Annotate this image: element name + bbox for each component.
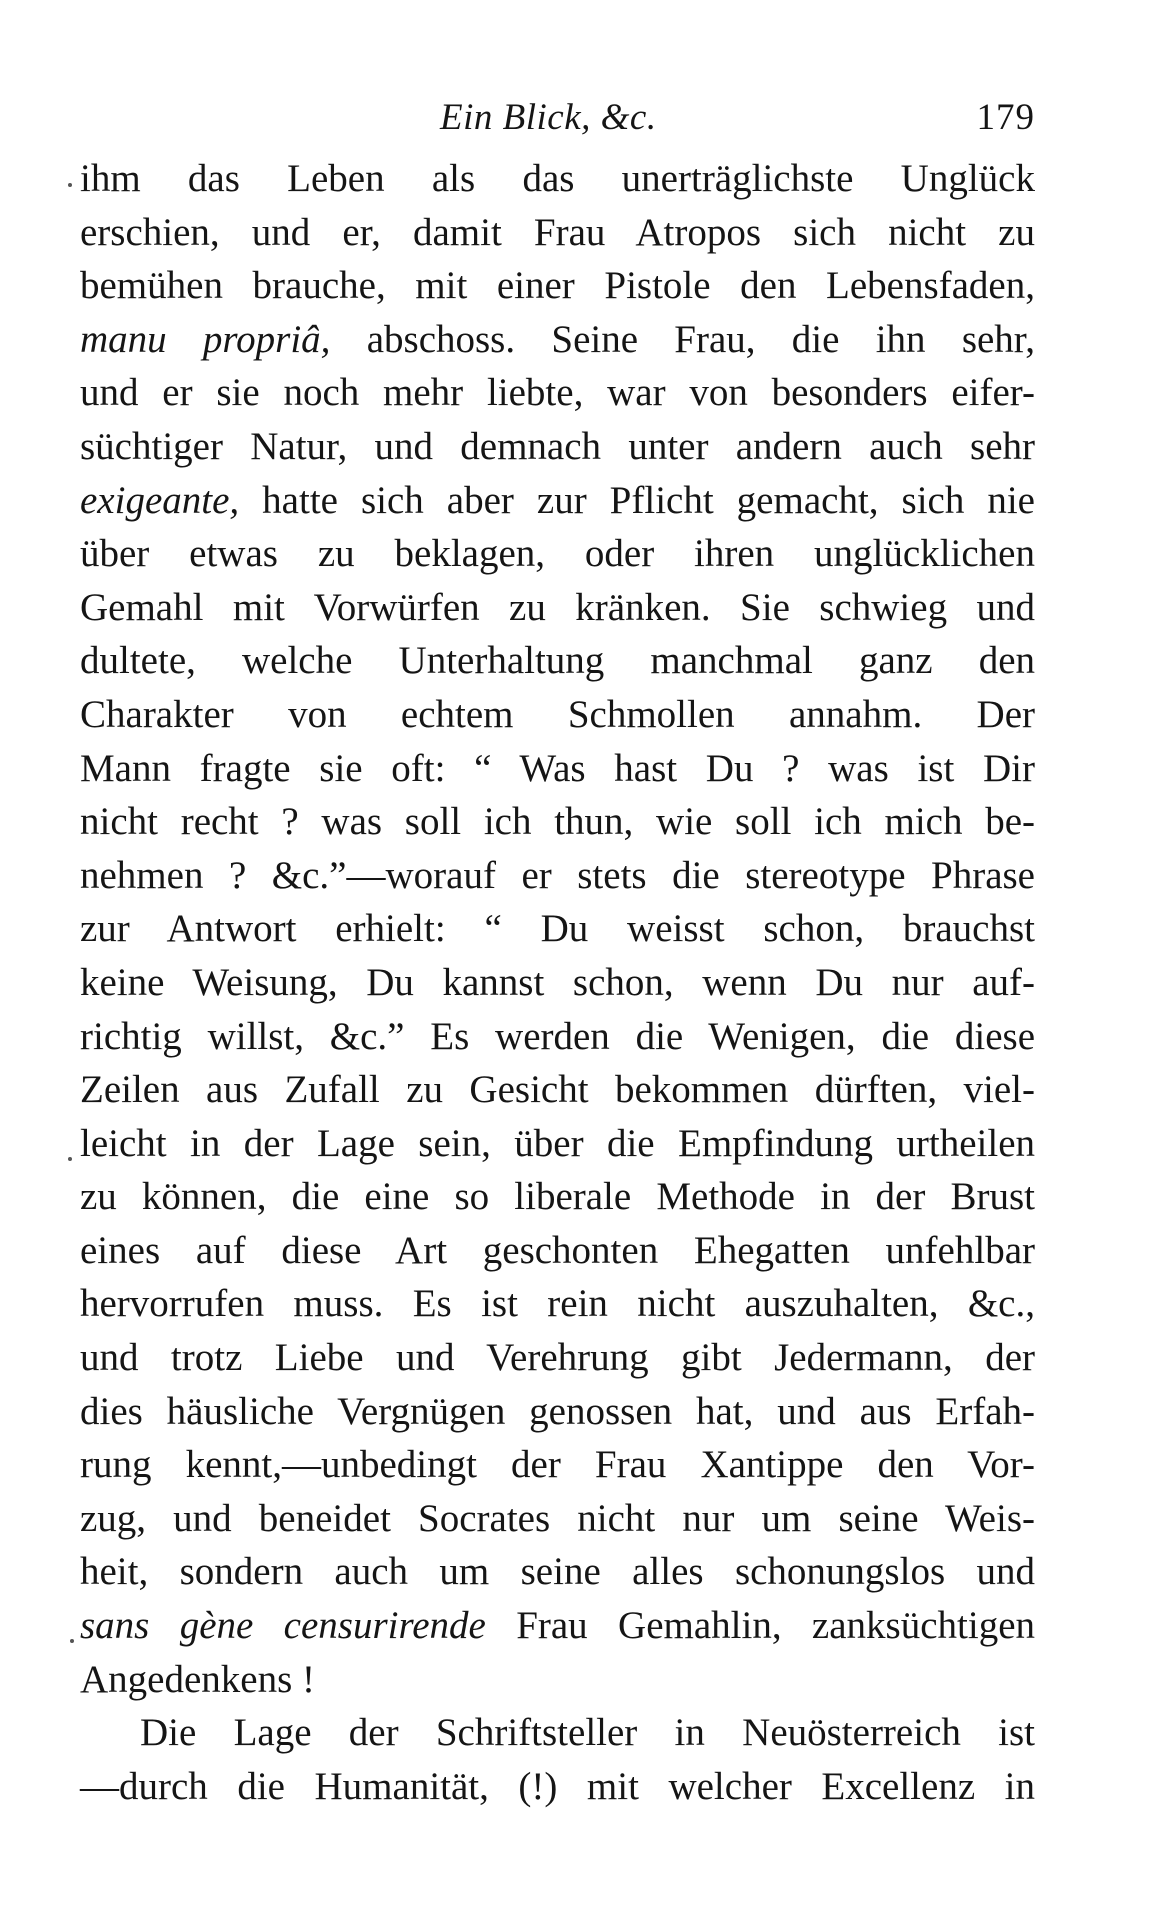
- text-span: Zeilen aus Zufall zu Gesicht bekommen dürften, viel-: [80, 1068, 1035, 1112]
- text-span: abschoss. Seine Frau, die ihn sehr,: [330, 317, 1035, 361]
- text-span: richtig willst, &c.” Es werden die Wenigen, die diese: [80, 1014, 1035, 1058]
- text-span: Die Lage der Schriftsteller in Neuösterreich ist: [140, 1711, 1035, 1755]
- text-span: hervorrufen muss. Es ist rein nicht auszuhalten, &c.,: [80, 1282, 1035, 1326]
- text-span: keine Weisung, Du kannst schon, wenn Du nur auf-: [80, 960, 1035, 1004]
- text-span: heit, sondern auch um seine alles schonungslos und: [80, 1550, 1035, 1594]
- text-span: ihm das Leben als das unerträglichste Unglück: [80, 157, 1035, 200]
- text-span: nicht recht ? was soll ich thun, wie soll ich mich be-: [80, 800, 1035, 844]
- text-span: leicht in der Lage sein, über die Empfindung urtheilen: [80, 1121, 1035, 1165]
- page-number: 179: [976, 97, 1035, 138]
- text-span: und trotz Liebe und Verehrung gibt Jedermann, der: [80, 1336, 1035, 1380]
- text-line: [80, 581, 1035, 635]
- text-span: Angedenkens !: [80, 1657, 316, 1701]
- text-span: zug, und beneidet Socrates nicht nur um seine Weis-: [80, 1496, 1035, 1540]
- text-line: [80, 259, 1035, 313]
- italic-phrase: manu propriâ,: [80, 317, 331, 361]
- scan-speck: [68, 183, 72, 187]
- text-line: [80, 1063, 1035, 1117]
- text-line: [80, 1385, 1035, 1439]
- text-line: [80, 1117, 1035, 1171]
- text-line: [80, 1010, 1035, 1064]
- italic-phrase: sans gène censurirende: [80, 1604, 486, 1648]
- text-line: [80, 902, 1035, 956]
- text-span: hatte sich aber zur Pflicht gemacht, sich nie: [239, 478, 1035, 522]
- text-span: und er sie noch mehr liebte, war von besonders eifer-: [80, 371, 1035, 415]
- text-span: erschien, und er, damit Frau Atropos sich nicht zu: [80, 210, 1035, 254]
- text-line: [80, 474, 1035, 528]
- text-span: über etwas zu beklagen, oder ihren unglücklichen: [80, 532, 1035, 576]
- text-span: nehmen ? &c.”—worauf er stets die stereotype Phrase: [80, 853, 1035, 897]
- text-line: [80, 1277, 1035, 1331]
- text-span: zur Antwort erhielt: “ Du weisst schon, brauchst: [80, 907, 1035, 951]
- text-line: [80, 1599, 1035, 1653]
- text-span: rung kennt,—unbedingt der Frau Xantippe den Vor-: [80, 1443, 1035, 1487]
- text-line: [80, 1653, 1035, 1707]
- text-span: Charakter von echtem Schmollen annahm. Der: [80, 692, 1035, 736]
- text-line: [80, 1438, 1035, 1492]
- text-span: Frau Gemahlin, zanksüchtigen: [485, 1604, 1036, 1648]
- text-line: [80, 1331, 1035, 1385]
- text-line: [80, 420, 1035, 474]
- text-span: Gemahl mit Vorwürfen zu kränken. Sie schwieg und: [80, 585, 1035, 629]
- text-line: [80, 1224, 1035, 1278]
- scan-speck: [68, 1157, 72, 1161]
- running-title: Ein Blick, &c.: [440, 97, 657, 138]
- body-text: [80, 152, 1035, 1813]
- text-span: dies häusliche Vergnügen genossen hat, und aus Erfah-: [80, 1389, 1035, 1433]
- text-span: —durch die Humanität, (!) mit welcher Excellenz in: [80, 1764, 1035, 1808]
- scan-speck: [70, 1639, 74, 1643]
- text-span: Mann fragte sie oft: “ Was hast Du ? was ist Dir: [80, 746, 1035, 790]
- text-span: dultete, welche Unterhaltung manchmal ganz den: [80, 639, 1035, 683]
- text-line: [80, 742, 1035, 796]
- text-span: süchtiger Natur, und demnach unter andern auch sehr: [80, 424, 1035, 468]
- text-line: [80, 366, 1035, 420]
- text-line: [80, 313, 1035, 367]
- text-line: [80, 849, 1035, 903]
- running-head: [80, 96, 1035, 146]
- text-line: [80, 956, 1035, 1010]
- italic-phrase: exigeante,: [80, 478, 240, 522]
- text-line: [80, 1170, 1035, 1224]
- text-span: eines auf diese Art geschonten Ehegatten unfehlbar: [80, 1228, 1035, 1272]
- text-line: [80, 1760, 1035, 1814]
- text-span: bemühen brauche, mit einer Pistole den Lebensfaden,: [80, 264, 1035, 308]
- text-line: [80, 527, 1035, 581]
- text-line: [80, 1706, 1035, 1760]
- text-line: [80, 634, 1035, 688]
- text-line: [80, 1492, 1035, 1546]
- text-line: [80, 1545, 1035, 1599]
- text-line: [80, 206, 1035, 260]
- text-line: [80, 688, 1035, 742]
- text-line: [80, 795, 1035, 849]
- text-line: [80, 152, 1035, 206]
- text-span: zu können, die eine so liberale Methode in der Brust: [80, 1175, 1035, 1219]
